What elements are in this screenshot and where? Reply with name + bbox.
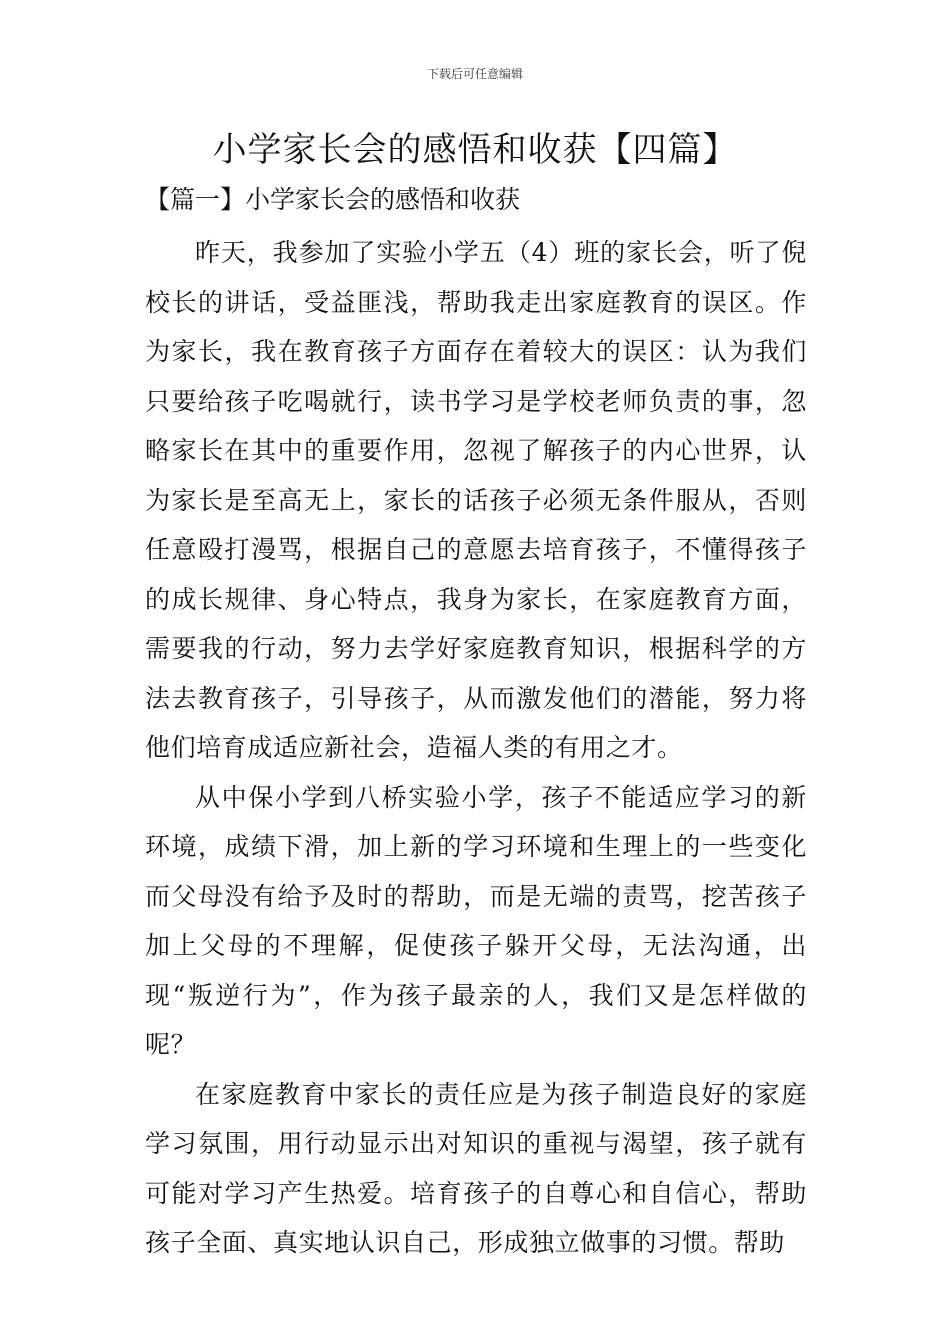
document-title: 小学家长会的感悟和收获【四篇】 bbox=[212, 130, 738, 170]
section-heading: 【篇一】小学家长会的感悟和收获 bbox=[145, 185, 521, 214]
paragraph-2: 从中保小学到八桥实验小学，孩子不能适应学习的新环境，成绩下滑，加上新的学习环境和生理上的一些变化而父母没有给予及时的帮助，而是无端的责骂，挖苦孩子加上父母的不理解，促使孩子躲开父母，无法沟通，出现“叛逆行为”，作为孩子最亲的人，我们又是怎样做的呢？ bbox=[145, 782, 807, 1059]
paragraph-3: 在家庭教育中家长的责任应是为孩子制造良好的家庭学习氛围，用行动显示出对知识的重视与渴望，孩子就有可能对学习产生热爱。培育孩子的自尊心和自信心，帮助孩子全面、真实地认识自己，形成独立做事的习惯。帮助 bbox=[145, 1079, 807, 1257]
header-note: 下载后可任意编辑 bbox=[426, 67, 523, 81]
body-text bbox=[145, 228, 807, 1268]
paragraph-1: 昨天，我参加了实验小学五（4）班的家长会，听了倪校长的讲话，受益匪浅，帮助我走出家庭教育的误区。作为家长，我在教育孩子方面存在着较大的误区：认为我们只要给孩子吃喝就行，读书学习是学校老师负责的事，忽略家长在其中的重要作用，忽视了解孩子的内心世界，认为家长是至高无上，家长的话孩子必须无条件服从，否则任意殴打漫骂，根据自己的意愿去培育孩子，不懂得孩子的成长规律、身心特点，我身为家长，在家庭教育方面，需要我的行动，努力去学好家庭教育知识，根据科学的方法去教育孩子，引导孩子，从而激发他们的潜能，努力将他们培育成适应新社会，造福人类的有用之才。 bbox=[145, 238, 807, 762]
